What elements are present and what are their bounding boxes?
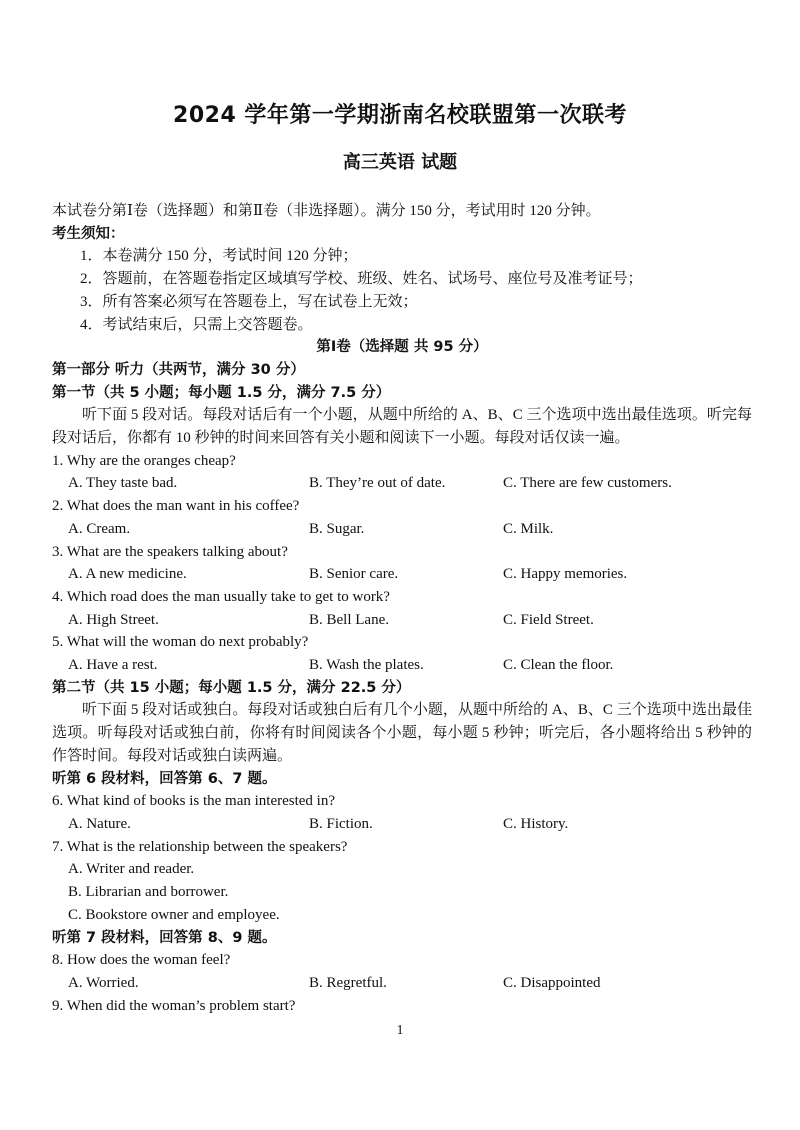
option-c: C. Disappointed (503, 974, 601, 991)
section1-heading: 第一节（共 5 小题；每小题 1.5 分，满分 7.5 分） (52, 384, 391, 401)
question-8: 8. How does the woman feel? (52, 952, 231, 969)
options-4 (52, 609, 752, 632)
option-b: B. They’re out of date. (309, 475, 446, 492)
exam-subtitle: 高三英语 试题 (342, 152, 458, 173)
option-a: A. Cream. (68, 520, 131, 537)
section1-instructions: 听下面 5 段对话。每段对话后有一个小题，从题中所给的 A、B、C 三个选项中选出最佳选项。听完每段对话后，你都有 10 秒钟的时间来回答有关小题和阅读下一小题。每段对话仅读一遍。 (52, 407, 752, 447)
intro-text: 本试卷分第Ⅰ卷（选择题）和第Ⅱ卷（非选择题）。满分 150 分，考试用时 120 分钟。 (52, 203, 601, 219)
options-8 (52, 972, 752, 995)
exam-title: 2024 学年第一学期浙南名校联盟第一次联考 (173, 103, 627, 128)
option-b: B. Senior care. (309, 566, 399, 583)
option-b: B. Librarian and borrower. (68, 884, 229, 901)
option-b: B. Wash the plates. (309, 657, 424, 674)
question-2: 2. What does the man want in his coffee? (52, 498, 300, 515)
question-9: 9. When did the woman’s problem start? (52, 997, 296, 1014)
option-a: A. Nature. (68, 815, 131, 832)
option-b: B. Regretful. (309, 974, 387, 991)
option-b: B. Sugar. (309, 520, 365, 537)
option-a: A. A new medicine. (68, 566, 187, 583)
options-1 (52, 472, 752, 495)
exam-content (52, 200, 752, 1017)
notice-item: 1．本卷满分 150 分，考试时间 120 分钟； (80, 248, 358, 265)
option-c: C. Milk. (503, 520, 554, 537)
option-c: C. Field Street. (503, 611, 594, 628)
notice-heading: 考生须知： (52, 225, 125, 242)
options-5 (52, 654, 752, 677)
part1-heading: 第一部分 听力（共两节，满分 30 分） (52, 361, 305, 378)
option-c: C. Clean the floor. (503, 657, 614, 674)
option-c: C. Happy memories. (503, 566, 628, 583)
material-6-heading: 听第 6 段材料，回答第 6、7 题。 (52, 770, 277, 787)
section2-heading: 第二节（共 15 小题；每小题 1.5 分，满分 22.5 分） (52, 679, 411, 696)
option-a: A. Have a rest. (68, 657, 158, 674)
option-c: C. There are few customers. (503, 475, 672, 492)
section2-instructions: 听下面 5 段对话或独白。每段对话或独白后有几个小题，从题中所给的 A、B、C 三个选项中选出最佳选项。听每段对话或独白前，你将有时间阅读各个小题，每小题 5 秒钟；听完后，各小题将给出 5 秒钟的作答时间。每段对话或独白读两遍。 (52, 702, 752, 764)
option-b: B. Fiction. (309, 815, 373, 832)
question-3: 3. What are the speakers talking about? (52, 543, 288, 560)
option-b: B. Bell Lane. (309, 611, 389, 628)
option-c: C. History. (503, 815, 569, 832)
options-6 (52, 813, 752, 836)
question-4: 4. Which road does the man usually take to get to work? (52, 588, 390, 605)
notice-item: 2．答题前，在答题卷指定区域填写学校、班级、姓名、试场号、座位号及准考证号； (80, 271, 643, 288)
option-a: A. Worried. (68, 974, 139, 991)
material-7-heading: 听第 7 段材料，回答第 8、9 题。 (52, 929, 277, 946)
question-6: 6. What kind of books is the man interested in? (52, 793, 336, 810)
notice-item: 3．所有答案必须写在答题卷上，写在试卷上无效； (80, 293, 418, 310)
question-7: 7. What is the relationship between the speakers? (52, 838, 348, 855)
options-3 (52, 563, 752, 586)
option-a: A. Writer and reader. (68, 861, 195, 878)
notice-item: 4．考试结束后，只需上交答题卷。 (80, 316, 313, 333)
option-a: A. High Street. (68, 611, 159, 628)
options-2 (52, 518, 752, 541)
question-1: 1. Why are the oranges cheap? (52, 452, 236, 469)
question-5: 5. What will the woman do next probably? (52, 634, 309, 651)
volume-heading: 第Ⅰ卷（选择题 共 95 分） (316, 339, 488, 356)
option-c: C. Bookstore owner and employee. (68, 906, 280, 923)
page-number: 1 (396, 1023, 404, 1038)
option-a: A. They taste bad. (68, 475, 178, 492)
